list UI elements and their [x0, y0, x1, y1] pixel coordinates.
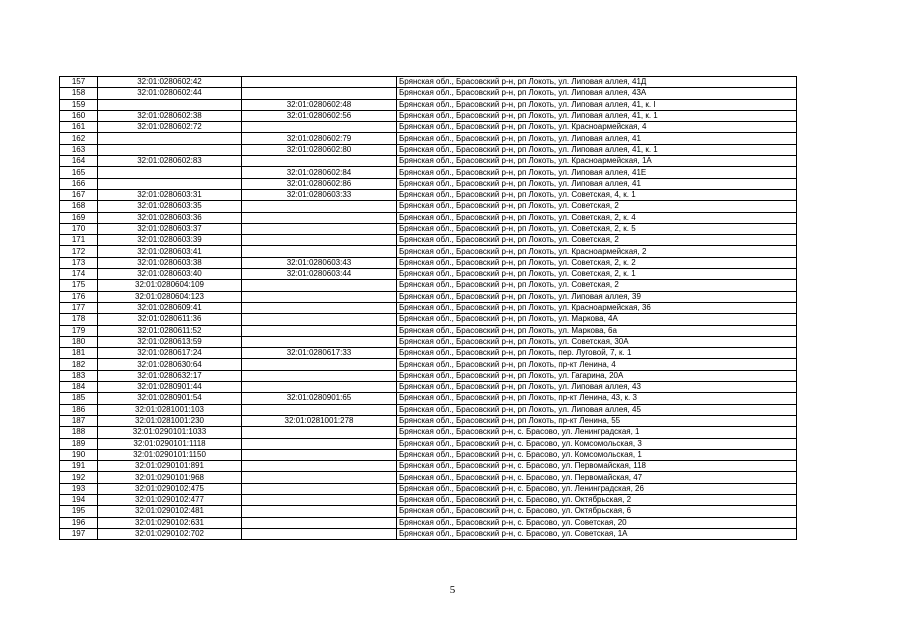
- table-row: [60, 167, 797, 178]
- address-cell: Брянская обл., Брасовский р-н, рп Локоть, ул. Липовая аллея, 43А: [397, 88, 797, 99]
- row-number-cell: 183: [60, 370, 98, 381]
- row-number-cell: 166: [60, 178, 98, 189]
- table-row: [60, 483, 797, 494]
- row-number-cell: 157: [60, 77, 98, 88]
- address-cell: Брянская обл., Брасовский р-н, рп Локоть, ул. Советская, 2, к. 2: [397, 257, 797, 268]
- row-number-cell: 158: [60, 88, 98, 99]
- related-cadastral-number-cell: [242, 494, 397, 505]
- row-number-cell: 175: [60, 280, 98, 291]
- row-number-cell: 189: [60, 438, 98, 449]
- related-cadastral-number-cell: [242, 77, 397, 88]
- cadastral-number-cell: 32:01:0280611:52: [98, 325, 242, 336]
- address-cell: Брянская обл., Брасовский р-н, рп Локоть, ул. Липовая аллея, 45: [397, 404, 797, 415]
- cadastral-number-cell: 32:01:0281001:230: [98, 415, 242, 426]
- related-cadastral-number-cell: [242, 483, 397, 494]
- address-cell: Брянская обл., Брасовский р-н, рп Локоть, пр-кт Ленина, 55: [397, 415, 797, 426]
- cadastral-number-cell: 32:01:0280617:24: [98, 348, 242, 359]
- related-cadastral-number-cell: [242, 212, 397, 223]
- cadastral-number-cell: 32:01:0280609:41: [98, 302, 242, 313]
- address-cell: Брянская обл., Брасовский р-н, рп Локоть, ул. Липовая аллея, 41: [397, 178, 797, 189]
- table-row: [60, 223, 797, 234]
- related-cadastral-number-cell: [242, 88, 397, 99]
- cadastral-number-cell: 32:01:0280603:41: [98, 246, 242, 257]
- cadastral-number-cell: 32:01:0280603:36: [98, 212, 242, 223]
- address-cell: Брянская обл., Брасовский р-н, рп Локоть, ул. Маркова, 6а: [397, 325, 797, 336]
- cadastral-number-cell: [98, 167, 242, 178]
- cadastral-number-cell: 32:01:0290102:477: [98, 494, 242, 505]
- cadastral-number-cell: 32:01:0280603:37: [98, 223, 242, 234]
- related-cadastral-number-cell: [242, 359, 397, 370]
- row-number-cell: 187: [60, 415, 98, 426]
- table-row: [60, 506, 797, 517]
- cadastral-number-cell: 32:01:0280603:35: [98, 201, 242, 212]
- table-row: [60, 178, 797, 189]
- address-cell: Брянская обл., Брасовский р-н, рп Локоть, пер. Луговой, 7, к. 1: [397, 348, 797, 359]
- cadastral-number-cell: 32:01:0280901:44: [98, 382, 242, 393]
- table-row: [60, 449, 797, 460]
- table-row: [60, 461, 797, 472]
- table-row: [60, 133, 797, 144]
- related-cadastral-number-cell: 32:01:0281001:278: [242, 415, 397, 426]
- address-cell: Брянская обл., Брасовский р-н, рп Локоть, ул. Советская, 4, к. 1: [397, 189, 797, 200]
- related-cadastral-number-cell: [242, 382, 397, 393]
- row-number-cell: 168: [60, 201, 98, 212]
- address-cell: Брянская обл., Брасовский р-н, рп Локоть, ул. Советская, 2: [397, 280, 797, 291]
- related-cadastral-number-cell: [242, 291, 397, 302]
- cadastral-number-cell: 32:01:0280602:38: [98, 110, 242, 121]
- table-row: [60, 144, 797, 155]
- page-number: 5: [449, 584, 456, 596]
- table-row: [60, 212, 797, 223]
- row-number-cell: 159: [60, 99, 98, 110]
- related-cadastral-number-cell: [242, 201, 397, 212]
- table-row: [60, 246, 797, 257]
- address-cell: Брянская обл., Брасовский р-н, рп Локоть, пр-кт Ленина, 4: [397, 359, 797, 370]
- table-row: [60, 291, 797, 302]
- table-row: [60, 99, 797, 110]
- cadastral-number-cell: 32:01:0290101:1033: [98, 427, 242, 438]
- address-cell: Брянская обл., Брасовский р-н, рп Локоть, ул. Советская, 2: [397, 235, 797, 246]
- row-number-cell: 173: [60, 257, 98, 268]
- table-row: [60, 404, 797, 415]
- table-row: [60, 77, 797, 88]
- table-row: [60, 359, 797, 370]
- table-body: [60, 77, 797, 540]
- table-row: [60, 156, 797, 167]
- row-number-cell: 163: [60, 144, 98, 155]
- address-cell: Брянская обл., Брасовский р-н, рп Локоть, ул. Советская, 2: [397, 201, 797, 212]
- table-row: [60, 382, 797, 393]
- table-row: [60, 110, 797, 121]
- table-row: [60, 189, 797, 200]
- address-cell: Брянская обл., Брасовский р-н, с. Брасово, ул. Советская, 1А: [397, 528, 797, 539]
- related-cadastral-number-cell: [242, 336, 397, 347]
- table-row: [60, 88, 797, 99]
- cadastral-number-cell: 32:01:0290102:475: [98, 483, 242, 494]
- related-cadastral-number-cell: [242, 528, 397, 539]
- related-cadastral-number-cell: [242, 370, 397, 381]
- related-cadastral-number-cell: 32:01:0280602:80: [242, 144, 397, 155]
- related-cadastral-number-cell: 32:01:0280602:84: [242, 167, 397, 178]
- address-cell: Брянская обл., Брасовский р-н, с. Брасово, ул. Советская, 20: [397, 517, 797, 528]
- row-number-cell: 176: [60, 291, 98, 302]
- related-cadastral-number-cell: [242, 325, 397, 336]
- table-row: [60, 336, 797, 347]
- table-row: [60, 393, 797, 404]
- related-cadastral-number-cell: [242, 438, 397, 449]
- row-number-cell: 195: [60, 506, 98, 517]
- cadastral-number-cell: 32:01:0280603:31: [98, 189, 242, 200]
- related-cadastral-number-cell: [242, 235, 397, 246]
- row-number-cell: 164: [60, 156, 98, 167]
- address-cell: Брянская обл., Брасовский р-н, рп Локоть, ул. Советская, 2, к. 1: [397, 269, 797, 280]
- row-number-cell: 174: [60, 269, 98, 280]
- related-cadastral-number-cell: 32:01:0280602:56: [242, 110, 397, 121]
- table-row: [60, 517, 797, 528]
- cadastral-number-cell: [98, 133, 242, 144]
- address-cell: Брянская обл., Брасовский р-н, рп Локоть, пр-кт Ленина, 43, к. 3: [397, 393, 797, 404]
- cadastral-number-cell: 32:01:0290101:1150: [98, 449, 242, 460]
- cadastral-number-cell: 32:01:0290101:891: [98, 461, 242, 472]
- cadastral-number-cell: 32:01:0280603:39: [98, 235, 242, 246]
- cadastral-number-cell: 32:01:0280602:44: [98, 88, 242, 99]
- related-cadastral-number-cell: [242, 427, 397, 438]
- row-number-cell: 162: [60, 133, 98, 144]
- cadastral-number-cell: 32:01:0280613:59: [98, 336, 242, 347]
- address-cell: Брянская обл., Брасовский р-н, рп Локоть, ул. Красноармейская, 2: [397, 246, 797, 257]
- cadastral-number-cell: 32:01:0280603:38: [98, 257, 242, 268]
- cadastral-number-cell: 32:01:0280632:17: [98, 370, 242, 381]
- related-cadastral-number-cell: 32:01:0280901:65: [242, 393, 397, 404]
- row-number-cell: 193: [60, 483, 98, 494]
- address-cell: Брянская обл., Брасовский р-н, с. Брасово, ул. Первомайская, 47: [397, 472, 797, 483]
- row-number-cell: 161: [60, 122, 98, 133]
- row-number-cell: 192: [60, 472, 98, 483]
- address-cell: Брянская обл., Брасовский р-н, рп Локоть, ул. Липовая аллея, 41: [397, 133, 797, 144]
- address-cell: Брянская обл., Брасовский р-н, рп Локоть, ул. Советская, 2, к. 5: [397, 223, 797, 234]
- related-cadastral-number-cell: [242, 156, 397, 167]
- cadastral-number-cell: 32:01:0281001:103: [98, 404, 242, 415]
- row-number-cell: 181: [60, 348, 98, 359]
- cadastral-number-cell: 32:01:0280611:36: [98, 314, 242, 325]
- row-number-cell: 171: [60, 235, 98, 246]
- table-row: [60, 302, 797, 313]
- related-cadastral-number-cell: 32:01:0280602:79: [242, 133, 397, 144]
- table-row: [60, 201, 797, 212]
- row-number-cell: 167: [60, 189, 98, 200]
- cadastral-number-cell: 32:01:0290101:968: [98, 472, 242, 483]
- related-cadastral-number-cell: [242, 314, 397, 325]
- address-cell: Брянская обл., Брасовский р-н, с. Брасово, ул. Первомайская, 118: [397, 461, 797, 472]
- table-row: [60, 438, 797, 449]
- row-number-cell: 191: [60, 461, 98, 472]
- related-cadastral-number-cell: [242, 404, 397, 415]
- table-row: [60, 348, 797, 359]
- related-cadastral-number-cell: 32:01:0280603:44: [242, 269, 397, 280]
- address-cell: Брянская обл., Брасовский р-н, рп Локоть, ул. Советская, 2, к. 4: [397, 212, 797, 223]
- table-row: [60, 280, 797, 291]
- row-number-cell: 178: [60, 314, 98, 325]
- row-number-cell: 184: [60, 382, 98, 393]
- row-number-cell: 170: [60, 223, 98, 234]
- table-row: [60, 528, 797, 539]
- table-row: [60, 415, 797, 426]
- cadastral-number-cell: 32:01:0280602:83: [98, 156, 242, 167]
- address-cell: Брянская обл., Брасовский р-н, рп Локоть, ул. Липовая аллея, 39: [397, 291, 797, 302]
- cadastral-number-cell: 32:01:0290102:702: [98, 528, 242, 539]
- row-number-cell: 194: [60, 494, 98, 505]
- related-cadastral-number-cell: [242, 517, 397, 528]
- cadastral-number-cell: 32:01:0280602:72: [98, 122, 242, 133]
- related-cadastral-number-cell: [242, 302, 397, 313]
- cadastral-number-cell: 32:01:0280604:109: [98, 280, 242, 291]
- row-number-cell: 177: [60, 302, 98, 313]
- cadastral-table: [59, 76, 797, 540]
- related-cadastral-number-cell: 32:01:0280602:86: [242, 178, 397, 189]
- address-cell: Брянская обл., Брасовский р-н, с. Брасово, ул. Комсомольская, 1: [397, 449, 797, 460]
- row-number-cell: 160: [60, 110, 98, 121]
- address-cell: Брянская обл., Брасовский р-н, рп Локоть, ул. Гагарина, 20А: [397, 370, 797, 381]
- row-number-cell: 196: [60, 517, 98, 528]
- table-row: [60, 370, 797, 381]
- related-cadastral-number-cell: [242, 280, 397, 291]
- address-cell: Брянская обл., Брасовский р-н, с. Брасово, ул. Ленинградская, 26: [397, 483, 797, 494]
- table-row: [60, 235, 797, 246]
- row-number-cell: 185: [60, 393, 98, 404]
- related-cadastral-number-cell: [242, 461, 397, 472]
- table-row: [60, 427, 797, 438]
- address-cell: Брянская обл., Брасовский р-н, рп Локоть, ул. Липовая аллея, 41, к. 1: [397, 110, 797, 121]
- cadastral-number-cell: 32:01:0280602:42: [98, 77, 242, 88]
- address-cell: Брянская обл., Брасовский р-н, рп Локоть, ул. Липовая аллея, 43: [397, 382, 797, 393]
- related-cadastral-number-cell: [242, 122, 397, 133]
- related-cadastral-number-cell: [242, 506, 397, 517]
- table-row: [60, 269, 797, 280]
- cadastral-number-cell: [98, 144, 242, 155]
- related-cadastral-number-cell: [242, 472, 397, 483]
- address-cell: Брянская обл., Брасовский р-н, с. Брасово, ул. Ленинградская, 1: [397, 427, 797, 438]
- address-cell: Брянская обл., Брасовский р-н, рп Локоть, ул. Советская, 30А: [397, 336, 797, 347]
- related-cadastral-number-cell: 32:01:0280602:48: [242, 99, 397, 110]
- cadastral-number-cell: 32:01:0290102:631: [98, 517, 242, 528]
- address-cell: Брянская обл., Брасовский р-н, с. Брасово, ул. Комсомольская, 3: [397, 438, 797, 449]
- cadastral-number-cell: [98, 99, 242, 110]
- related-cadastral-number-cell: [242, 246, 397, 257]
- related-cadastral-number-cell: 32:01:0280617:33: [242, 348, 397, 359]
- address-cell: Брянская обл., Брасовский р-н, рп Локоть, ул. Липовая аллея, 41Е: [397, 167, 797, 178]
- cadastral-number-cell: [98, 178, 242, 189]
- cadastral-number-cell: 32:01:0280901:54: [98, 393, 242, 404]
- address-cell: Брянская обл., Брасовский р-н, рп Локоть, ул. Липовая аллея, 41Д: [397, 77, 797, 88]
- row-number-cell: 197: [60, 528, 98, 539]
- row-number-cell: 186: [60, 404, 98, 415]
- table-row: [60, 325, 797, 336]
- cadastral-number-cell: 32:01:0290101:1118: [98, 438, 242, 449]
- address-cell: Брянская обл., Брасовский р-н, рп Локоть, ул. Липовая аллея, 41, к. 1: [397, 144, 797, 155]
- related-cadastral-number-cell: [242, 449, 397, 460]
- row-number-cell: 188: [60, 427, 98, 438]
- row-number-cell: 190: [60, 449, 98, 460]
- row-number-cell: 169: [60, 212, 98, 223]
- related-cadastral-number-cell: [242, 223, 397, 234]
- cadastral-number-cell: 32:01:0280630:64: [98, 359, 242, 370]
- row-number-cell: 172: [60, 246, 98, 257]
- address-cell: Брянская обл., Брасовский р-н, рп Локоть, ул. Маркова, 4А: [397, 314, 797, 325]
- address-cell: Брянская обл., Брасовский р-н, с. Брасово, ул. Октябрьская, 6: [397, 506, 797, 517]
- table-row: [60, 257, 797, 268]
- table-row: [60, 314, 797, 325]
- cadastral-number-cell: 32:01:0280603:40: [98, 269, 242, 280]
- cadastral-number-cell: 32:01:0280604:123: [98, 291, 242, 302]
- related-cadastral-number-cell: 32:01:0280603:33: [242, 189, 397, 200]
- row-number-cell: 182: [60, 359, 98, 370]
- related-cadastral-number-cell: 32:01:0280603:43: [242, 257, 397, 268]
- row-number-cell: 180: [60, 336, 98, 347]
- table-row: [60, 122, 797, 133]
- cadastral-number-cell: 32:01:0290102:481: [98, 506, 242, 517]
- table-row: [60, 472, 797, 483]
- row-number-cell: 179: [60, 325, 98, 336]
- table-row: [60, 494, 797, 505]
- address-cell: Брянская обл., Брасовский р-н, с. Брасово, ул. Октябрьская, 2: [397, 494, 797, 505]
- row-number-cell: 165: [60, 167, 98, 178]
- address-cell: Брянская обл., Брасовский р-н, рп Локоть, ул. Красноармейская, 4: [397, 122, 797, 133]
- address-cell: Брянская обл., Брасовский р-н, рп Локоть, ул. Красноармейская, 36: [397, 302, 797, 313]
- address-cell: Брянская обл., Брасовский р-н, рп Локоть, ул. Красноармейская, 1А: [397, 156, 797, 167]
- address-cell: Брянская обл., Брасовский р-н, рп Локоть, ул. Липовая аллея, 41, к. I: [397, 99, 797, 110]
